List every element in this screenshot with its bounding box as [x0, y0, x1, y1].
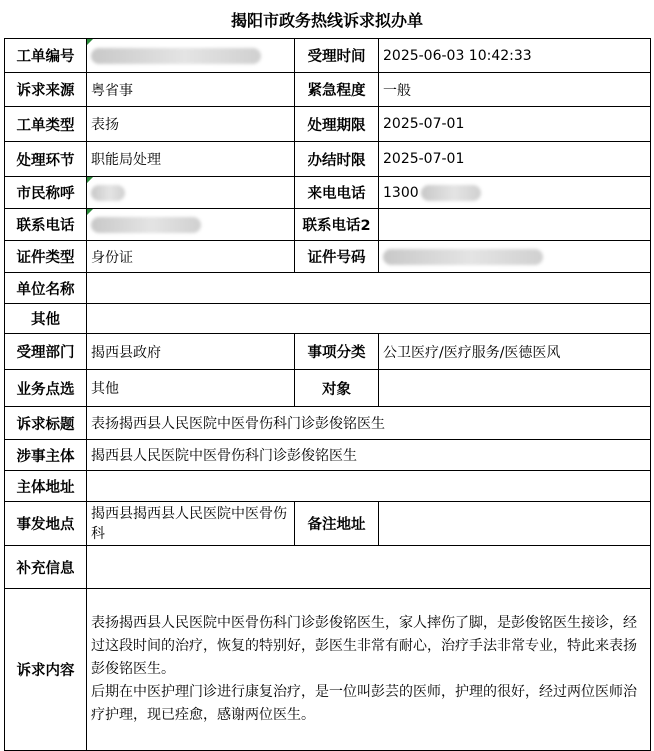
table-row — [5, 502, 651, 546]
redacted-mark — [91, 217, 201, 233]
order-number-label: 工单编号 — [5, 39, 87, 73]
supplementary-info-value — [87, 546, 651, 589]
work-order-table — [4, 38, 651, 751]
remark-address-label: 备注地址 — [295, 502, 379, 546]
redacted-mark — [383, 249, 543, 265]
redacted-mark — [421, 185, 481, 201]
other-value — [87, 304, 651, 334]
completion-limit-label: 办结时限 — [295, 142, 379, 177]
id-number-label: 证件号码 — [295, 241, 379, 273]
table-row — [5, 370, 651, 407]
handle-deadline-value: 2025-07-01 — [379, 107, 651, 142]
table-row — [5, 546, 651, 589]
accept-time-label: 受理时间 — [295, 39, 379, 73]
request-title-label: 诉求标题 — [5, 407, 87, 440]
caller-phone-value: 1300 — [379, 177, 651, 209]
table-row — [5, 107, 651, 142]
business-point-label: 业务点选 — [5, 370, 87, 407]
table-row — [5, 73, 651, 107]
accept-dept-value: 揭西县政府 — [87, 334, 295, 370]
order-type-value: 表扬 — [87, 107, 295, 142]
subject-address-value — [87, 471, 651, 502]
subject-value: 揭西县人民医院中医骨伤科门诊彭俊铭医生 — [87, 440, 651, 471]
business-point-value: 其他 — [87, 370, 295, 407]
table-row — [5, 407, 651, 440]
accept-time-value: 2025-06-03 10:42:33 — [379, 39, 651, 73]
table-row — [5, 209, 651, 241]
id-type-label: 证件类型 — [5, 241, 87, 273]
table-row — [5, 440, 651, 471]
request-content-value — [87, 589, 651, 751]
caller-phone-label: 来电电话 — [295, 177, 379, 209]
remark-address-value — [379, 502, 651, 546]
urgency-label: 紧急程度 — [295, 73, 379, 107]
incident-location-label: 事发地点 — [5, 502, 87, 546]
unit-name-label: 单位名称 — [5, 273, 87, 304]
completion-limit-value: 2025-07-01 — [379, 142, 651, 177]
contact-phone2-value — [379, 209, 651, 241]
table-row — [5, 142, 651, 177]
table-row — [5, 177, 651, 209]
object-value — [379, 370, 651, 407]
category-value: 公卫医疗/医疗服务/医德医风 — [379, 334, 651, 370]
process-stage-label: 处理环节 — [5, 142, 87, 177]
redacted-mark — [91, 48, 261, 64]
subject-label: 涉事主体 — [5, 440, 87, 471]
urgency-value: 一般 — [379, 73, 651, 107]
handle-deadline-label: 处理期限 — [295, 107, 379, 142]
unit-name-value — [87, 273, 651, 304]
request-title-value: 表扬揭西县人民医院中医骨伤科门诊彭俊铭医生 — [87, 407, 651, 440]
process-stage-value: 职能局处理 — [87, 142, 295, 177]
table-row — [5, 241, 651, 273]
order-number-value — [87, 39, 295, 73]
supplementary-info-label: 补充信息 — [5, 546, 87, 589]
contact-phone2-label: 联系电话2 — [295, 209, 379, 241]
id-number-value — [379, 241, 651, 273]
order-type-label: 工单类型 — [5, 107, 87, 142]
id-type-value: 身份证 — [87, 241, 295, 273]
incident-location-value: 揭西县揭西县人民医院中医骨伤科 — [87, 502, 295, 546]
request-content-label: 诉求内容 — [5, 589, 87, 751]
page-title: 揭阳市政务热线诉求拟办单 — [230, 10, 423, 30]
citizen-name-value — [87, 177, 295, 209]
request-content-paragraph-1: 表扬揭西县人民医院中医骨伤科门诊彭俊铭医生，家人摔伤了脚，是彭俊铭医生接诊，经过这段时间的治疗，恢复的特别好，彭医生非常有耐心，治疗手法非常专业，特此来表扬彭俊铭医生。 — [91, 615, 637, 677]
category-label: 事项分类 — [295, 334, 379, 370]
other-label: 其他 — [5, 304, 87, 334]
contact-phone-label: 联系电话 — [5, 209, 87, 241]
source-value: 粤省事 — [87, 73, 295, 107]
redacted-mark — [91, 185, 125, 201]
object-label: 对象 — [295, 370, 379, 407]
contact-phone-value — [87, 209, 295, 241]
request-content-paragraph-2: 后期在中医护理门诊进行康复治疗，是一位叫彭芸的医师，护理的很好，经过两位医师治疗护理，现已痊愈，感谢两位医生。 — [91, 684, 637, 723]
table-row — [5, 471, 651, 502]
subject-address-label: 主体地址 — [5, 471, 87, 502]
table-row — [5, 273, 651, 304]
table-row — [5, 334, 651, 370]
table-row — [5, 304, 651, 334]
citizen-name-label: 市民称呼 — [5, 177, 87, 209]
table-row — [5, 39, 651, 73]
table-row — [5, 589, 651, 751]
source-label: 诉求来源 — [5, 73, 87, 107]
accept-dept-label: 受理部门 — [5, 334, 87, 370]
